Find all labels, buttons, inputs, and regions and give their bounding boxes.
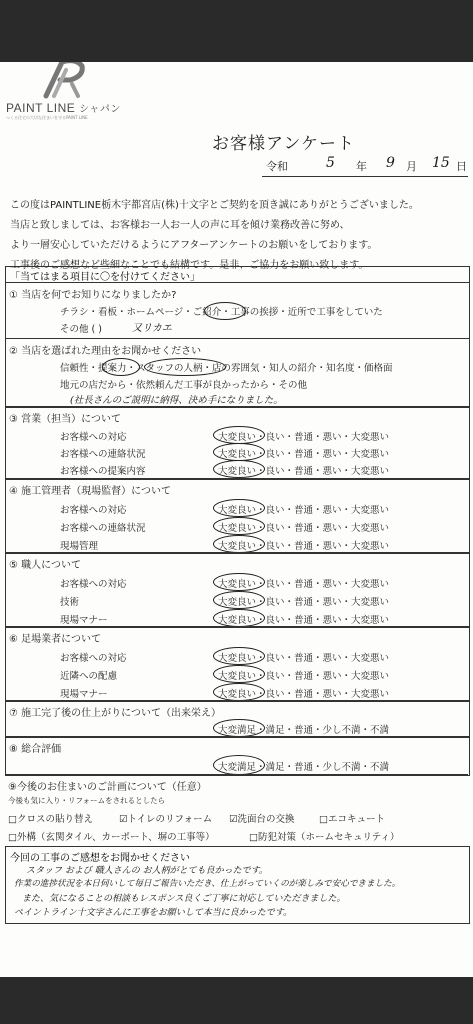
answer-circle — [213, 460, 265, 478]
question-1: ① 当店を何でお知りになりましたか? チラシ・看板・ホームページ・ご紹介・工事の挨拶・近所で工事をしていた その他 ( ) 又リカエ — [5, 283, 470, 339]
answer-circle — [213, 719, 265, 737]
answer-circle — [213, 426, 265, 444]
brand-tagline: つくる住宅の大切な住まいを守るPAINT LINE — [6, 115, 88, 120]
plan-checkbox[interactable]: ☑洗面台の交換 — [229, 814, 295, 825]
answer-circle — [213, 535, 265, 553]
question-6: ⑥ 足場業者について お客様への対応 大変良い・良い・普通・悪い・大変悪い 近隣への配慮 大変良い・良い・普通・悪い・大変悪い 現場マナー 大変良い・良い・普通・悪い・大変悪い — [5, 626, 470, 702]
answer-circle — [213, 755, 265, 775]
question-9: ⑨今後のお住まいのご計画について（任意） 今後も気に入り・リフォームをされるとしたら □クロスの貼り替え ☑トイレのリフォーム ☑洗面台の交換 □エコキュート □外構（玄関タイル、カーポート、塀の工事等） □防犯対策（ホームセキュリティ） — [5, 774, 468, 845]
answer-circle — [213, 609, 265, 627]
question-4: ④ 施工管理者（現場監督）について お客様への対応 大変良い・良い・普通・悪い・大変悪い お客様への連絡状況 大変良い・良い・普通・悪い・大変悪い 現場管理 大変良い・良い・普通・悪い・大変悪い — [5, 478, 470, 554]
plan-checkbox[interactable]: ☑トイレのリフォーム — [119, 814, 213, 825]
intro-line: 工事後のご感想など些細なことでも結構です。是非、ご協力をお願い致します。 — [10, 260, 369, 271]
q1-options: チラシ・看板・ホームページ・ご紹介・工事の挨拶・近所で工事をしていた — [60, 307, 383, 318]
plan-checkbox[interactable]: □外構（玄関タイル、カーポート、塀の工事等） — [8, 832, 215, 843]
answer-circle — [102, 358, 140, 376]
comments-label: 今回の工事のご感想をお聞かせください — [10, 853, 190, 864]
plan-checkbox[interactable]: □クロスの貼り替え — [8, 814, 93, 825]
question-8: ⑧ 総合評価 大変満足・満足・普通・少し不満・不満 — [5, 736, 470, 776]
q1-other: その他 ( ) — [60, 324, 102, 335]
answer-circle — [213, 591, 265, 609]
answer-circle — [213, 499, 265, 517]
intro-line: この度はPAINTLINE栃木宇都宮店(株)十文字とご契約を頂き誠にありがとうございました。 — [10, 200, 419, 211]
plan-checkbox[interactable]: □エコキュート — [319, 814, 385, 825]
answer-circle — [213, 573, 265, 591]
answer-circle — [213, 683, 265, 701]
paintline-logo-icon — [32, 62, 92, 102]
answer-circle — [204, 302, 246, 320]
question-3: ③ 営業（担当）について お客様への対応 大変良い・良い・普通・悪い・大変悪い お客様への連絡状況 大変良い・良い・普通・悪い・大変悪い お客様への提案内容 大変良い・良い・普通・悪い・大変悪い — [5, 406, 470, 480]
answer-circle — [213, 665, 265, 683]
brand-name: PAINT LINE シャパン — [6, 101, 121, 115]
q1-answer: 又リカエ — [132, 323, 172, 334]
question-2: ② 当店を選ばれた理由をお聞かせください 信頼性・提案力・スタッフの人柄・店の雰囲気・知人の紹介・知名度・価格面 地元の店だから・依然頼んだ工事が良かったから・その他 (社長さんのご説明に納得、決め手になりました。 — [5, 338, 470, 408]
question-7: ⑦ 施工完了後の仕上がりについて（出来栄え） 大変満足・満足・普通・少し不満・不満 — [5, 700, 470, 738]
intro-line: より一層安心していただけるようにアフターアンケートのお願いをしております。 — [10, 240, 378, 251]
comments-box: 今回の工事のご感想をお聞かせください スタッフ および 職人さんの お人柄がとても良かったです。 作業の進捗状況を本日伺いして毎日ご報告いただき、仕上がっていくのが楽しみで安心できました。 また、気になることの相談もレスポンス良くご丁寧に対応していただきました。 ペイントライン十文字さんに工事をお願いして本当に良かったです。 — [5, 846, 470, 924]
answer-circle — [213, 517, 265, 535]
intro-line: 当店と致しましては、お客様お一人お一人の声に耳を傾け業務改善に努め、 — [10, 220, 350, 231]
answer-circle — [213, 443, 265, 461]
answer-circle — [213, 647, 265, 665]
question-5: ⑤ 職人について お客様への対応 大変良い・良い・普通・悪い・大変悪い 技術 大変良い・良い・普通・悪い・大変悪い 現場マナー 大変良い・良い・普通・悪い・大変悪い — [5, 552, 470, 628]
plan-checkbox[interactable]: □防犯対策（ホームセキュリティ） — [249, 832, 400, 843]
q2-answer: (社長さんのご説明に納得、決め手になりました。 — [70, 395, 283, 406]
answer-circle — [144, 358, 226, 376]
brand-logo — [6, 62, 128, 124]
page-title: お客様アンケート — [212, 134, 355, 154]
date-field: 令和 5 年 9 月 15 日 — [262, 154, 468, 177]
survey-sheet — [0, 62, 473, 977]
instruction-box: 「当てはまる項目に〇を付けてください」 — [5, 266, 470, 283]
